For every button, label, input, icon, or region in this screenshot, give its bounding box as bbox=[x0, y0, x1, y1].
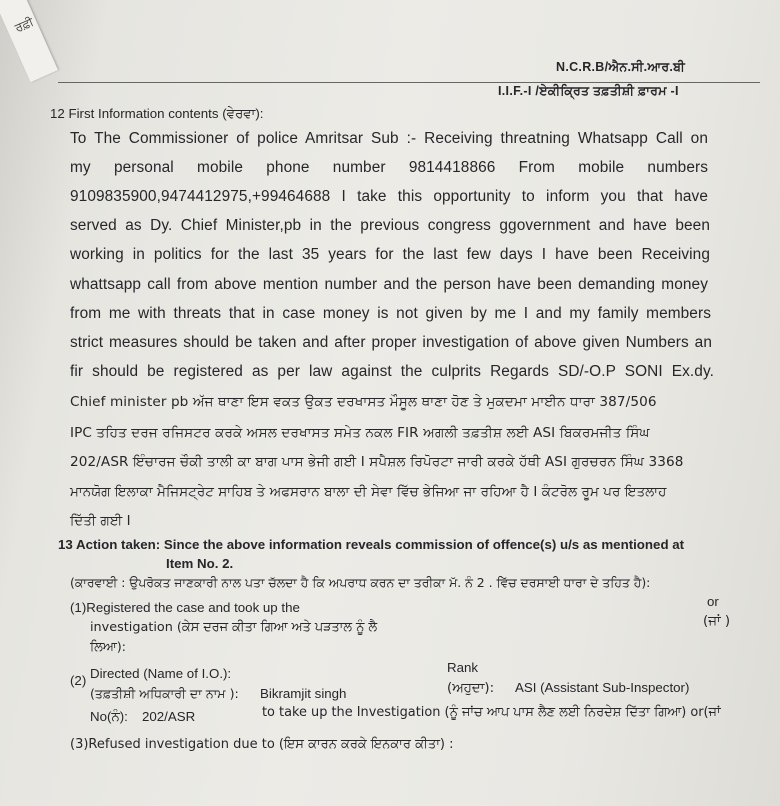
io-number-value: 202/ASR bbox=[142, 709, 196, 724]
fir-line: Chief minister pb ਅੱਜ ਥਾਣਾ ਇਸ ਵਕਤ ਉਕਤ ਦਰਖਾਸਤ ਮੌਸੂਲ ਥਾਣਾ ਹੋਣ ਤੇ ਮੁਕਦਮਾ ਮਾਈਨ ਧਾਰਾ 387/506 bbox=[70, 394, 657, 410]
fir-line: strict measures should be taken and after proper investigation of above given Numbers an bbox=[70, 334, 712, 351]
folded-page-corner bbox=[0, 0, 58, 82]
fir-line: fir should be registered as per law against the culprits Regards SD/-O.P SONI Ex.dy. bbox=[70, 363, 714, 380]
margin-mark: ਰਫ਼ੀ bbox=[12, 14, 36, 36]
fir-line: served as Dy. Chief Minister,pb in the previous congress ggovernment and have been bbox=[70, 217, 710, 234]
section-13-heading-item: Item No. 2. bbox=[166, 556, 234, 571]
fir-line: whattsapp call from above mention number and the person have been demanding money bbox=[70, 276, 708, 293]
form-code-ncrb: N.C.R.B/ਐਨ.ਸੀ.ਆਰ.ਬੀ bbox=[556, 60, 686, 74]
header-rule bbox=[58, 82, 760, 83]
fir-line: from me with threats that in case money is not given by me I and my family members bbox=[70, 305, 711, 322]
section-12-heading: 12 First Information contents (ਵੇਰਵਾ): bbox=[50, 106, 264, 121]
fir-line: ਦਿੱਤੀ ਗਈ I bbox=[70, 514, 131, 529]
take-up-investigation: to take up the Investigation (ਨੂੰ ਜਾਂਚ ਆਪ ਪਾਸ ਲੈਣ ਲਈ ਨਿਰਦੇਸ਼ ਦਿੱਤਾ ਗਿਆ) or(ਜਾਂ bbox=[262, 705, 721, 720]
action-registered-case-pa: investigation (ਕੇਸ ਦਰਜ ਕੀਤਾ ਗਿਆ ਅਤੇ ਪੜਤਾਲ ਨੂੰ ਲੈ bbox=[90, 620, 378, 635]
action-refused-investigation: (3)Refused investigation due to (ਇਸ ਕਾਰਨ ਕਰਕੇ ਇਨਕਾਰ ਕੀਤਾ) : bbox=[70, 737, 454, 752]
io-name-value: Bikramjit singh bbox=[260, 686, 347, 701]
section-13-heading: 13 Action taken: Since the above information reveals commission of offence(s) u/s as mentioned at bbox=[58, 537, 685, 552]
action-registered-case: (1)Registered the case and took up the bbox=[70, 600, 300, 615]
fir-line: working in politics for the last 35 years for the last few days I have been Receiving bbox=[70, 246, 710, 263]
action-registered-case-pa-end: ਲਿਆ): bbox=[90, 640, 126, 655]
or-label-pa: (ਜਾਂ ) bbox=[703, 614, 731, 629]
or-label: or bbox=[707, 594, 719, 609]
fir-line: 202/ASR ਇੰਚਾਰਜ ਚੌਕੀ ਤਾਲੀ ਕਾ ਬਾਗ ਪਾਸ ਭੇਜੀ ਗਈ I ਸਪੈਸ਼ਲ ਰਿਪੋਰਟਾ ਜਾਰੀ ਕਰਕੇ ਹੱਥੀ ASI ਗੁਰਚਰਨ ਸਿੰਘ 3368 bbox=[70, 454, 684, 470]
rank-label-pa: (ਅਹੁਦਾ): bbox=[447, 681, 495, 696]
fir-line: my personal mobile phone number 9814418866 From mobile numbers bbox=[70, 159, 708, 176]
action-directed-number: (2) bbox=[70, 673, 87, 688]
fir-line: IPC ਤਹਿਤ ਦਰਜ ਰਜਿਸਟਰ ਕਰਕੇ ਅਸਲ ਦਰਖਾਸਤ ਸਮੇਤ ਨਕਲ FIR ਅਗਲੀ ਤਫ਼ਤੀਸ਼ ਲਈ ASI ਬਿਕਰਮਜੀਤ ਸਿੰਘ bbox=[70, 425, 650, 441]
fir-line: 9109835900,9474412975,+99464688 I take this opportunity to inform you that have bbox=[70, 188, 708, 205]
section-13-punjabi-note: (ਕਾਰਵਾਈ : ਉਪਰੋਕਤ ਜਾਣਕਾਰੀ ਨਾਲ ਪਤਾ ਚੱਲਦਾ ਹੈ ਕਿ ਅਪਰਾਧ ਕਰਨ ਦਾ ਤਰੀਕਾ ਮੱ. ਨੰ 2 . ਵਿੱਚ ਦਰਸਾਈ ਧਾਰਾ ਦੇ ਤਹਿਤ ਹੈ): bbox=[70, 575, 651, 590]
fir-line: ਮਾਨਯੋਗ ਇਲਾਕਾ ਮੈਜਿਸਟ੍ਰੇਟ ਸਾਹਿਬ ਤੇ ਅਫਸਰਾਨ ਬਾਲਾ ਦੀ ਸੇਵਾ ਵਿੱਚ ਭੇਜਿਆ ਜਾ ਰਹਿਆ ਹੈ I ਕੰਟਰੋਲ ਰੂਮ ਪਰ ਇਤਲਾਹ bbox=[70, 485, 667, 500]
io-number-label: No(ਨੰ): bbox=[90, 709, 128, 724]
rank-value: ASI (Assistant Sub-Inspector) bbox=[515, 680, 690, 695]
io-name-label-pa: (ਤਫ਼ਤੀਸ਼ੀ ਅਧਿਕਾਰੀ ਦਾ ਨਾਮ ): bbox=[90, 686, 239, 701]
io-name-label: Directed (Name of I.O.): bbox=[90, 666, 232, 681]
form-code-iif: I.I.F.-I /ਏਕੀਕ੍ਰਿਤ ਤਫ਼ਤੀਸ਼ੀ ਫ਼ਾਰਮ -I bbox=[498, 84, 679, 98]
fir-line: To The Commissioner of police Amritsar Sub :- Receiving threatning Whatsapp Call on bbox=[70, 130, 708, 147]
rank-label: Rank bbox=[447, 660, 479, 675]
